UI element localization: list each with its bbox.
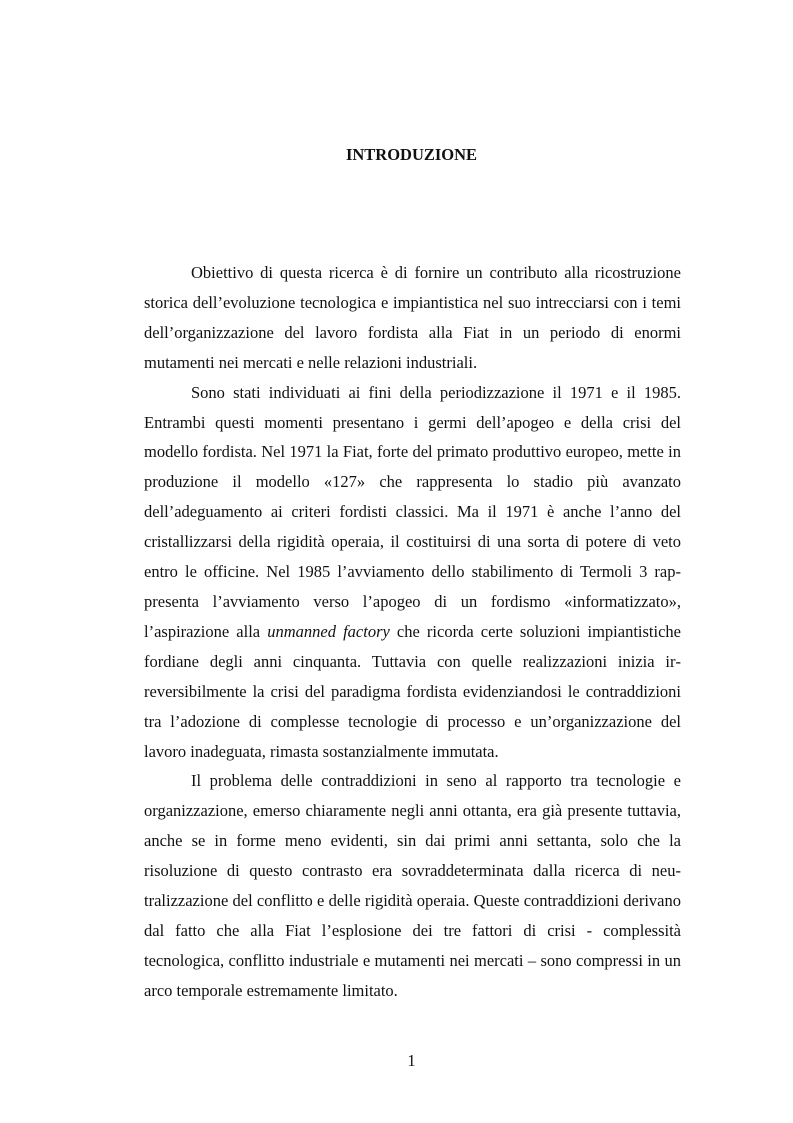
page-title: INTRODUZIONE — [345, 145, 478, 164]
body-text — [144, 258, 681, 1006]
paragraph-2-emphasis: unmanned factory — [267, 621, 390, 641]
paragraph-2-text-after: che ricorda certe soluzioni impiantistiche fordiane degli anni cinquanta. Tuttavia con quelle realizzazioni inizia irreversibilmente la crisi del paradigma fordista evidenziandosi le contraddizioni tra l’adozione di complesse tecnologie di processo e un’organizzazione del lavoro inadeguata, rimasta sostanzialmente immutata. — [144, 621, 681, 761]
paragraph-1-text: Obiettivo di questa ricerca è di fornire un contributo alla ricostruzione storica dell’evoluzione tecnologica e impiantistica nel suo intrecciarsi con i temi dell’organizzazione del lavoro fordista alla Fiat in un periodo di enormi mutamenti nei mercati e nelle relazioni industriali. — [144, 263, 681, 372]
paragraph-1 — [144, 258, 681, 378]
paragraph-2-text-before: Sono stati individuati ai fini della periodizzazione il 1971 e il 1985. Entrambi questi momenti presentano i germi dell’apogeo e della crisi del modello fordista. Nel 1971 la Fiat, forte del primato produttivo europeo, mette in produzione il modello «127» che rappresenta lo stadio più avanzato dell’adeguamento ai criteri fordisti classici. Ma il 1971 è anche l’anno del cristallizzarsi della rigidità operaia, il costituirsi di una sorta di potere di veto entro le officine. Nel 1985 l’avviamento dello stabilimento di Termoli 3 rappresenta l’avviamento verso l’apogeo di un fordismo «informatizzato», l’aspirazione alla — [144, 382, 681, 641]
paragraph-3-text: Il problema delle contraddizioni in seno al rapporto tra tecnologie e organizzazione, emerso chiaramente negli anni ottanta, era già presente tuttavia, anche se in forme meno evidenti, sin dai primi anni settanta, solo che la risoluzione di questo contrasto era sovraddeterminata dalla ricerca di neutralizzazione del conflitto e delle rigidità operaia. Queste contraddizioni derivano dal fatto che alla Fiat l’esplosione dei tre fattori di crisi - complessità tecnologica, conflitto industriale e mutamenti nei mercati – sono compressi in un arco temporale estremamente limitato. — [144, 771, 681, 1000]
paragraph-3 — [144, 766, 681, 1005]
page-number: 1 — [407, 1051, 416, 1070]
paragraph-2 — [144, 378, 681, 767]
